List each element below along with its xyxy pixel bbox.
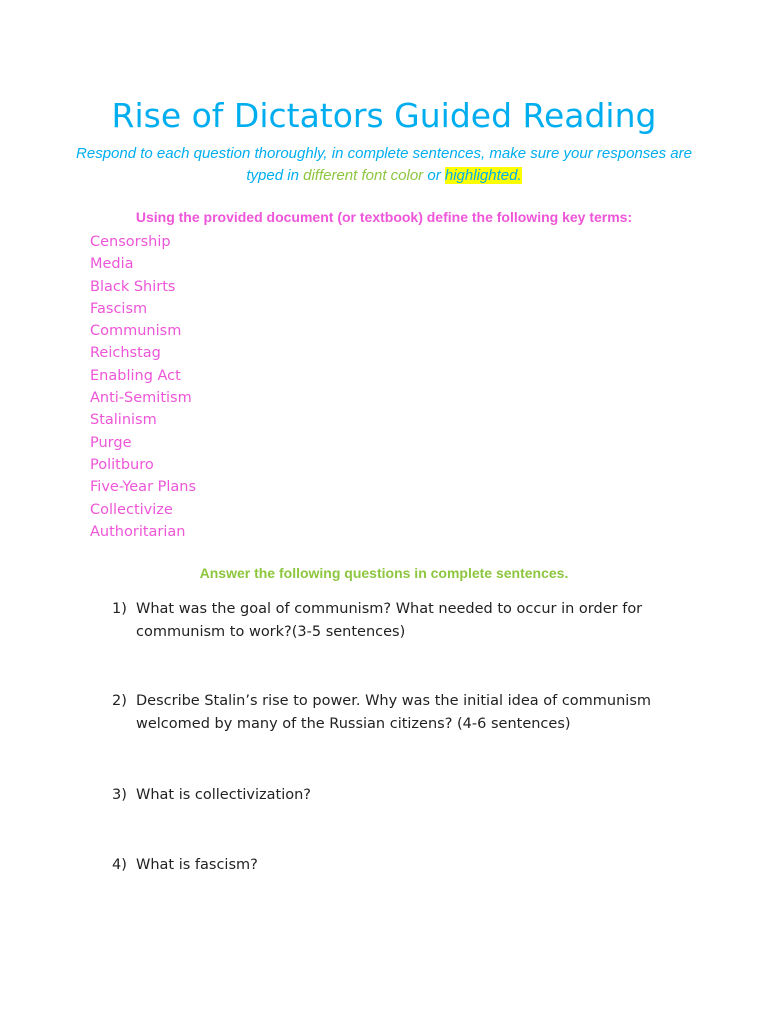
instructions-part-1: Respond to each question thoroughly, in complete sentences, make sure your responses are typed in xyxy=(76,145,692,184)
question-text: Describe Stalin’s rise to power. Why was the initial idea of communism welcomed by many of the Russian citizens? (4-6 sentences) xyxy=(136,693,652,732)
key-term: Censorship xyxy=(90,234,171,250)
question-1 xyxy=(112,598,672,644)
key-term: Enabling Act xyxy=(90,367,181,384)
question-number: 1) xyxy=(112,601,127,617)
key-terms-heading: Using the provided document (or textbook) define the following key terms: xyxy=(135,209,633,225)
question-number: 3) xyxy=(112,787,127,803)
key-term: Politburo xyxy=(90,456,154,473)
key-term: Stalinism xyxy=(90,412,157,429)
instructions-part-3: or xyxy=(423,167,445,184)
question-4 xyxy=(112,854,672,877)
question-number: 2) xyxy=(112,693,127,709)
key-term: Fascism xyxy=(90,300,148,317)
questions-heading: Answer the following questions in complete sentences. xyxy=(199,565,569,581)
question-3 xyxy=(112,784,672,807)
key-term: Media xyxy=(90,256,134,273)
key-term: Purge xyxy=(90,434,132,451)
key-term: Collectivize xyxy=(90,501,173,518)
instructions-font-color: different font color xyxy=(303,167,424,184)
question-text: What is collectivization? xyxy=(136,787,311,803)
key-term: Reichstag xyxy=(90,345,161,362)
key-term: Anti-Semitism xyxy=(90,390,192,407)
page-title: Rise of Dictators Guided Reading xyxy=(111,96,657,135)
instructions-text xyxy=(60,143,708,187)
question-number: 4) xyxy=(112,857,127,873)
question-text: What was the goal of communism? What needed to occur in order for communism to work?(3-5 sentences) xyxy=(136,601,643,640)
key-terms-list xyxy=(90,231,196,543)
key-term: Five-Year Plans xyxy=(90,479,197,496)
key-term: Black Shirts xyxy=(90,278,176,295)
question-text: What is fascism? xyxy=(136,857,258,873)
instructions-highlighted: highlighted. xyxy=(444,167,522,184)
question-2 xyxy=(112,690,672,736)
key-term: Communism xyxy=(90,323,182,340)
key-term: Authoritarian xyxy=(90,523,186,540)
